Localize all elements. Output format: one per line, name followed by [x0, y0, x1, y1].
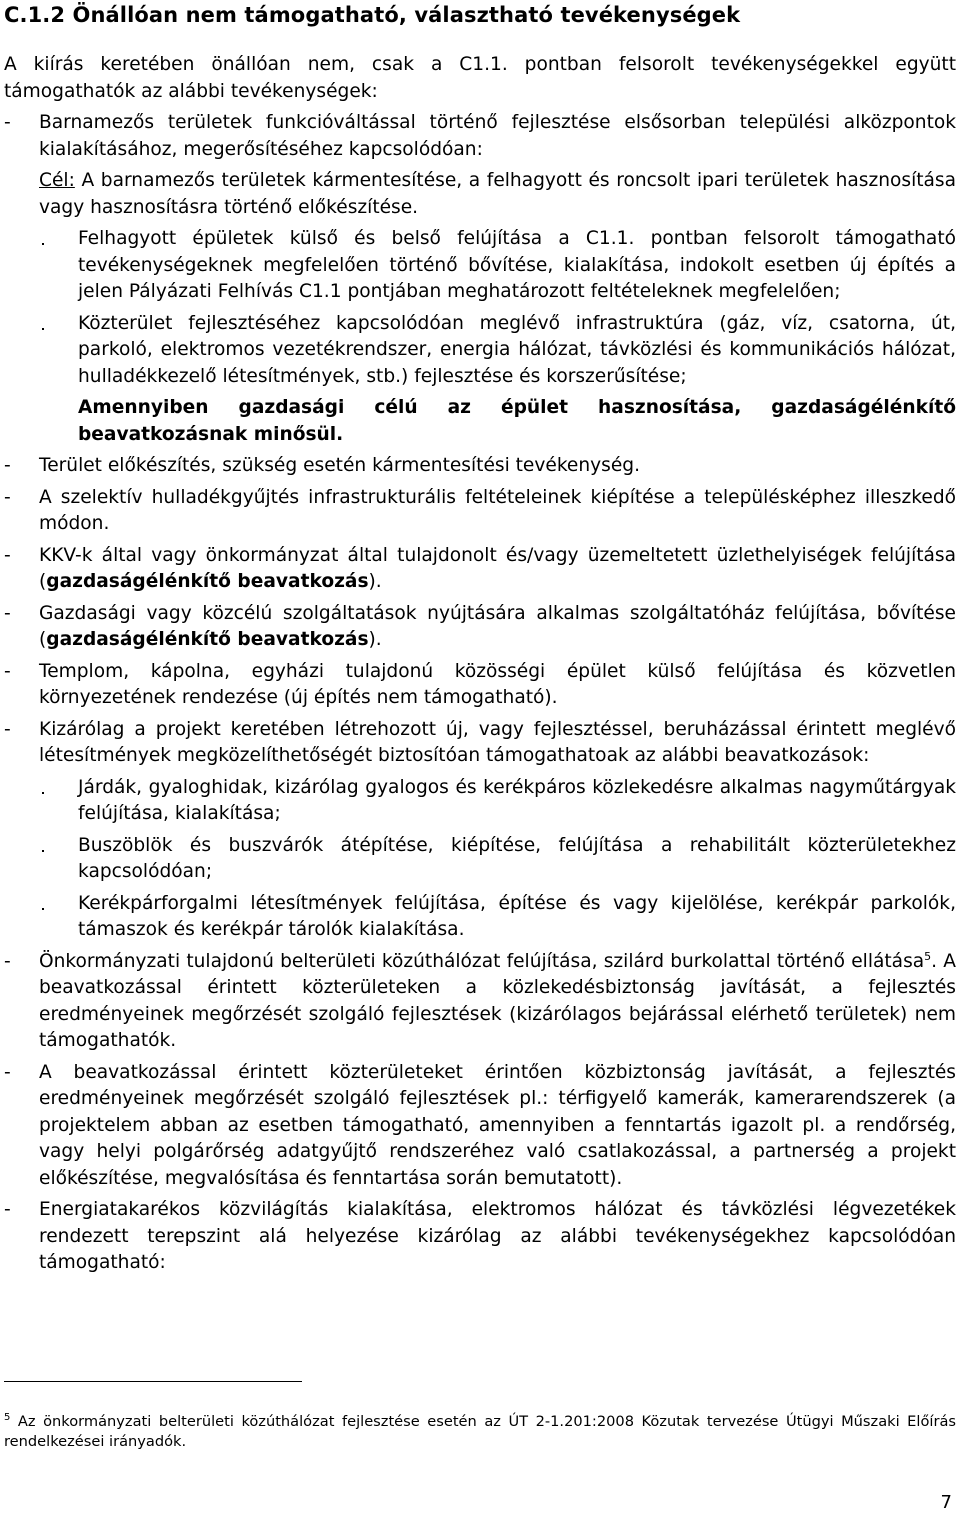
list-item-street-lighting: - Energiatakarékos közvilágítás kialakítása, elektromos hálózat és távközlési légvezetékek rendezett terepszint alá helyezése kizárólag az alábbi tevékenységekhez kapcsolódóan támogatható:: [4, 1197, 956, 1277]
footnote-number: 5: [4, 1411, 11, 1423]
list-item-public-safety: - A beavatkozással érintett közterületeket érintően közbiztonság javítását, a fejlesztés eredményeinek megőrzését szolgáló fejlesztések pl.: térfigyelő kamerák, kamerarendszerek (a projektelem abban az esetben támogatható, amennyiben a fenntartás igazolt pl. a rendőrség, vagy helyi polgárőrség adatgyűjtő rendszeréhez való csatlakozással, a partnerség a projekt előkészítése, megvalósítása és fenntartása során bemutatott).: [4, 1060, 956, 1193]
bullet-item: Járdák, gyaloghidak, kizárólag gyalogos és kerékpáros közlekedésre alkalmas nagyműtárgyak felújítása, kialakítása;: [4, 775, 956, 828]
list-item-church: - Templom, kápolna, egyházi tulajdonú közösségi épület külső felújítása és közvetlen környezetének rendezése (új építés nem támogatható).: [4, 659, 956, 712]
footnote-text: Az önkormányzati belterületi közúthálózat fejlesztése esetén az ÚT 2-1.201:2008 Közutak tervezése Útügyi Műszaki Előírás rendelkezései irányadók.: [4, 1412, 956, 1450]
bullet-item: Kerékpárforgalmi létesítmények felújítása, építése és vagy kijelölése, kerékpár parkolók, támaszok és kerékpár tárolók kialakítása.: [4, 891, 956, 944]
bold-text: gazdaságélénkítő beavatkozás: [46, 571, 369, 592]
list-item-brownfield: - Barnamezős területek funkcióváltással történő fejlesztése elsősorban települési alközpontok kialakításához, megerősítéséhez kapcsolódóan:: [4, 110, 956, 163]
list-item-road-network: [4, 949, 956, 1055]
goal-text: A barnamezős területek kármentesítése, a felhagyott és roncsolt ipari területek hasznosítása vagy hasznosításra történő előkészítése.: [39, 170, 956, 218]
text-run: KKV-k által vagy önkormányzat által tulajdonolt és/vagy üzemeltetett üzlethelyiségek felújítása (: [39, 544, 956, 592]
text-run: Önkormányzati tulajdonú belterületi közúthálózat felújítása, szilárd burkolattal történő ellátása: [39, 950, 925, 972]
text-run: ).: [368, 629, 382, 650]
list-item-site-preparation: - Terület előkészítés, szükség esetén kármentesítési tevékenység.: [4, 453, 956, 480]
document-body: [4, 52, 956, 1277]
goal-label: Cél:: [39, 170, 75, 191]
bold-note: Amennyiben gazdasági célú az épület hasznosítása, gazdaságélénkítő beavatkozásnak minősül.: [78, 397, 956, 445]
footnote-reference: 5: [924, 949, 932, 963]
page-number: 7: [940, 1492, 952, 1513]
bold-text: gazdaságélénkítő beavatkozás: [46, 629, 369, 650]
list-item-service-house: [4, 601, 956, 654]
footnote-separator: [4, 1381, 302, 1382]
list-item-waste-collection: - A szelektív hulladékgyűjtés infrastrukturális feltételeinek kiépítése a településképhez illeszkedő módon.: [4, 485, 956, 538]
bullet-item: Felhagyott épületek külső és belső felújítása a C1.1. pontban felsorolt támogatható tevékenységeknek megfelelően történő bővítése, kialakítása, indokolt esetben új építés a jelen Pályázati Felhívás C1.1 pontjában meghatározott feltételeknek megfelelően;: [4, 226, 956, 306]
text-run: . A beavatkozással érintett közterületeken a közlekedésbiztonság javítását, a fejlesztés eredményeinek megőrzését szolgáló fejlesztések (kizárólagos bejárással elérhető területek) nem támogathatók.: [39, 950, 956, 1051]
section-heading: C.1.2 Önállóan nem támogatható, választható tevékenységek: [4, 3, 741, 27]
goal-paragraph: [4, 168, 956, 221]
list-item-accessibility: - Kizárólag a projekt keretében létrehozott új, vagy fejlesztéssel, beruházással érintett meglévő létesítmények megközelíthetőségét biztosítóan támogathatoak az alábbi beavatkozások:: [4, 717, 956, 770]
intro-paragraph: A kiírás keretében önállóan nem, csak a C1.1. pontban felsorolt tevékenységekkel együtt támogathatók az alábbi tevékenységek:: [4, 54, 956, 102]
footnote: [4, 1412, 956, 1452]
list-item-shops: [4, 543, 956, 596]
bullet-item: Buszöblök és buszvárók átépítése, kiépítése, felújítása a rehabilitált közterületekhez kapcsolódóan;: [4, 833, 956, 886]
text-run: ).: [368, 571, 382, 592]
text-run: Gazdasági vagy közcélú szolgáltatások nyújtására alkalmas szolgáltatóház felújítása, bővítése (: [39, 602, 956, 650]
bullet-item: Közterület fejlesztéséhez kapcsolódóan meglévő infrastruktúra (gáz, víz, csatorna, út, parkoló, elektromos vezetékrendszer, energia hálózat, távközlési és kommunikációs hálózat, hulladékkezelő létesítmények, stb.) fejlesztése és korszerűsítése;: [4, 311, 956, 391]
